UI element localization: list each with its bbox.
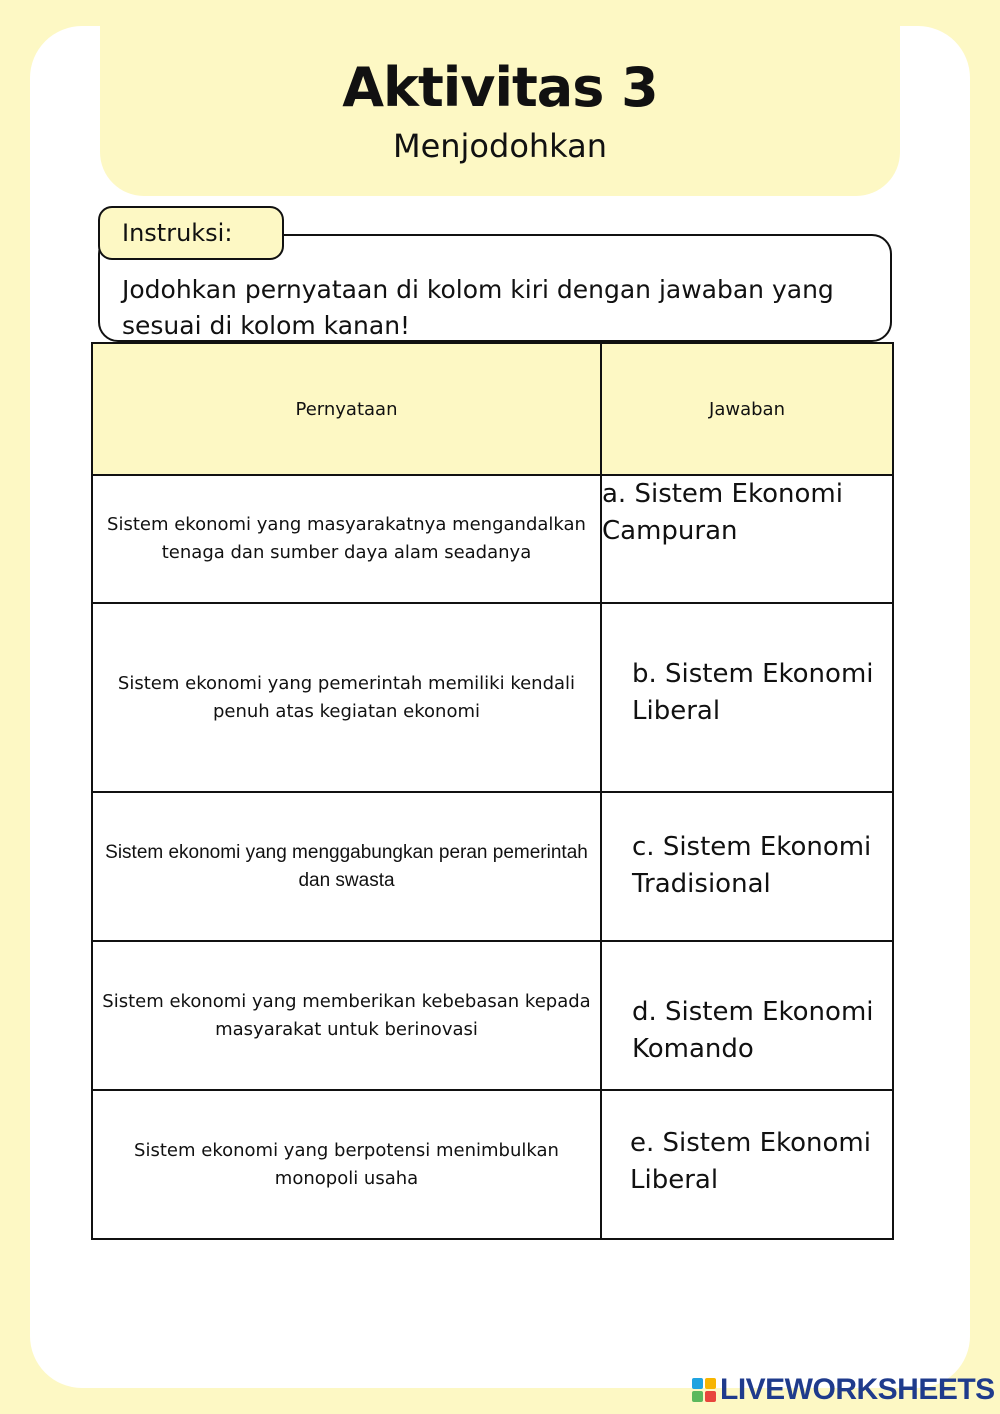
- logo-square-3: [692, 1391, 703, 1402]
- instruction-text: Jodohkan pernyataan di kolom kiri dengan jawaban yang sesuai di kolom kanan!: [122, 275, 834, 340]
- answer-cell[interactable]: c. Sistem Ekonomi Tradisional: [601, 792, 893, 941]
- column-header-statement: Pernyataan: [92, 343, 601, 475]
- logo-text: LIVEWORKSHEETS: [720, 1373, 995, 1406]
- table-header-row: [92, 343, 893, 475]
- table-row: [92, 941, 893, 1090]
- page-title: Aktivitas 3: [342, 56, 658, 119]
- table-row: [92, 1090, 893, 1239]
- answer-cell[interactable]: e. Sistem Ekonomi Liberal: [601, 1090, 893, 1239]
- statement-cell: Sistem ekonomi yang masyarakatnya mengandalkan tenaga dan sumber daya alam seadanya: [92, 475, 601, 603]
- logo-icon: [692, 1378, 716, 1402]
- table-row: [92, 792, 893, 941]
- table-row: [92, 475, 893, 603]
- logo-square-4: [705, 1391, 716, 1402]
- statement-cell: Sistem ekonomi yang pemerintah memiliki kendali penuh atas kegiatan ekonomi: [92, 603, 601, 792]
- logo-square-2: [705, 1378, 716, 1389]
- answer-cell[interactable]: a. Sistem Ekonomi Campuran: [601, 475, 893, 603]
- page-subtitle: Menjodohkan: [392, 127, 608, 165]
- answer-cell[interactable]: b. Sistem Ekonomi Liberal: [601, 603, 893, 792]
- table-row: [92, 603, 893, 792]
- statement-cell: Sistem ekonomi yang memberikan kebebasan kepada masyarakat untuk berinovasi: [92, 941, 601, 1090]
- instruction-label: Instruksi:: [98, 206, 284, 260]
- liveworksheets-logo[interactable]: [692, 1372, 995, 1408]
- answer-cell[interactable]: d. Sistem Ekonomi Komando: [601, 941, 893, 1090]
- statement-cell: Sistem ekonomi yang berpotensi menimbulkan monopoli usaha: [92, 1090, 601, 1239]
- statement-cell: Sistem ekonomi yang menggabungkan peran pemerintah dan swasta: [92, 792, 601, 941]
- logo-square-1: [692, 1378, 703, 1389]
- matching-table: [91, 342, 894, 1240]
- column-header-answer: Jawaban: [601, 343, 893, 475]
